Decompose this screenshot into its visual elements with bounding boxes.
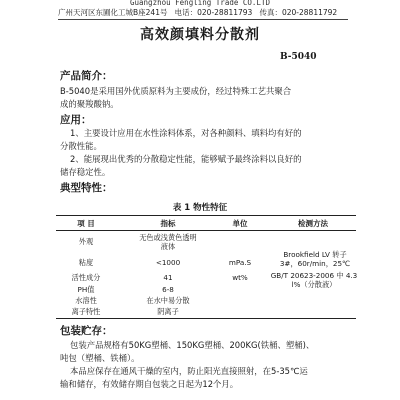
- packaging-line-1: 包装产品规格有50KG塑桶、150KG塑桶、200KG(铁桶、塑桶)、: [70, 340, 315, 350]
- table-header-rule: [56, 230, 356, 231]
- table-header-method: 检测方法: [298, 219, 328, 228]
- table-row-solubility-value: 在水中易分散: [146, 296, 190, 305]
- document-title: 高效颜填料分散剂: [140, 27, 260, 43]
- intro-paragraph: [60, 85, 350, 111]
- table-header-unit: 单位: [232, 219, 248, 228]
- table-row-ionic-value: 阴离子: [157, 307, 179, 316]
- application-item-1-line-1: 1、主要设计应用在水性涂料体系，对各种颜料、填料均有好的: [70, 128, 302, 138]
- appearance-value-line-1: 无色或浅黄色透明: [139, 233, 197, 242]
- table-title: 表 1 物性特征: [172, 203, 228, 213]
- viscosity-method-line-2: 3#，60r/min，25℃: [279, 259, 351, 268]
- active-method-line-1: GB/T 20623-2006 中 4.3: [270, 271, 358, 280]
- intro-heading: 产品简介：: [60, 70, 113, 82]
- company-tel: 电话：020-28811793: [174, 8, 253, 17]
- product-code: B-5040: [280, 52, 317, 62]
- table-row-ph-item: PH值: [77, 285, 95, 294]
- header-rule: [58, 19, 348, 20]
- application-item-2-line-2: 储存稳定性。: [60, 167, 111, 177]
- appearance-value-line-2: 液体: [160, 242, 176, 251]
- table-header-item: 项 目: [77, 219, 95, 228]
- properties-heading: 典型特性：: [60, 182, 113, 194]
- table-header-value: 指标: [160, 219, 176, 228]
- table-row-ph-value: 6-8: [162, 285, 174, 294]
- packaging-heading: 包装贮存：: [60, 325, 113, 337]
- packaging-line-2: 吨包（塑桶、铁桶）。: [60, 353, 140, 363]
- table-row-viscosity-unit: mPa.S: [228, 258, 252, 267]
- table-row-active-item: 活性成分: [71, 273, 101, 282]
- application-item-1: [60, 127, 350, 153]
- intro-line-2: 成的聚羧酸钠。: [60, 99, 119, 109]
- table-top-rule: [56, 215, 356, 216]
- company-name-en: Guangzhou Fengling Trade CO.LTD: [130, 0, 270, 7]
- table-row-active-method: [262, 271, 366, 289]
- application-heading: 应用：: [60, 114, 92, 126]
- application-item-1-line-2: 分散性能。: [60, 141, 102, 151]
- table-row-viscosity-value: <1000: [155, 258, 181, 267]
- table-row-appearance-value: [118, 233, 218, 251]
- packaging-line-4: 输和储存，有效储存期自包装之日起为12个月。: [60, 379, 239, 389]
- viscosity-method-line-1: Brookfield LV 转子: [283, 250, 347, 259]
- table-row-viscosity-method: [268, 250, 362, 268]
- table-row-active-unit: wt%: [232, 273, 248, 282]
- application-item-2: [60, 153, 350, 179]
- active-method-line-2: l%（分散液）: [291, 280, 337, 289]
- table-row-viscosity-item: 粘度: [78, 258, 94, 267]
- table-row-active-value: 41: [163, 273, 173, 282]
- table-row-appearance-item: 外观: [78, 237, 94, 246]
- table-bottom-rule: [56, 318, 356, 319]
- contact-line: [58, 7, 358, 18]
- table-row-solubility-item: 水溶性: [75, 296, 97, 305]
- company-address: 广州天河区东圃化工城B座241号: [58, 8, 168, 17]
- intro-line-1: B-5040是采用国外优质原料为主要成份，经过特殊工艺共聚合: [60, 86, 292, 96]
- table-row-ionic-item: 离子特性: [71, 307, 101, 316]
- packaging-line-3: 本品应保存在通风干燥的室内，防止阳光直接照射，在5-35℃运: [70, 366, 308, 376]
- company-fax: 传真：020-28811792: [259, 8, 338, 17]
- application-item-2-line-1: 2、能展现出优秀的分散稳定性能，能够赋予最终涂料以良好的: [70, 154, 302, 164]
- packaging-paragraph: [60, 339, 350, 391]
